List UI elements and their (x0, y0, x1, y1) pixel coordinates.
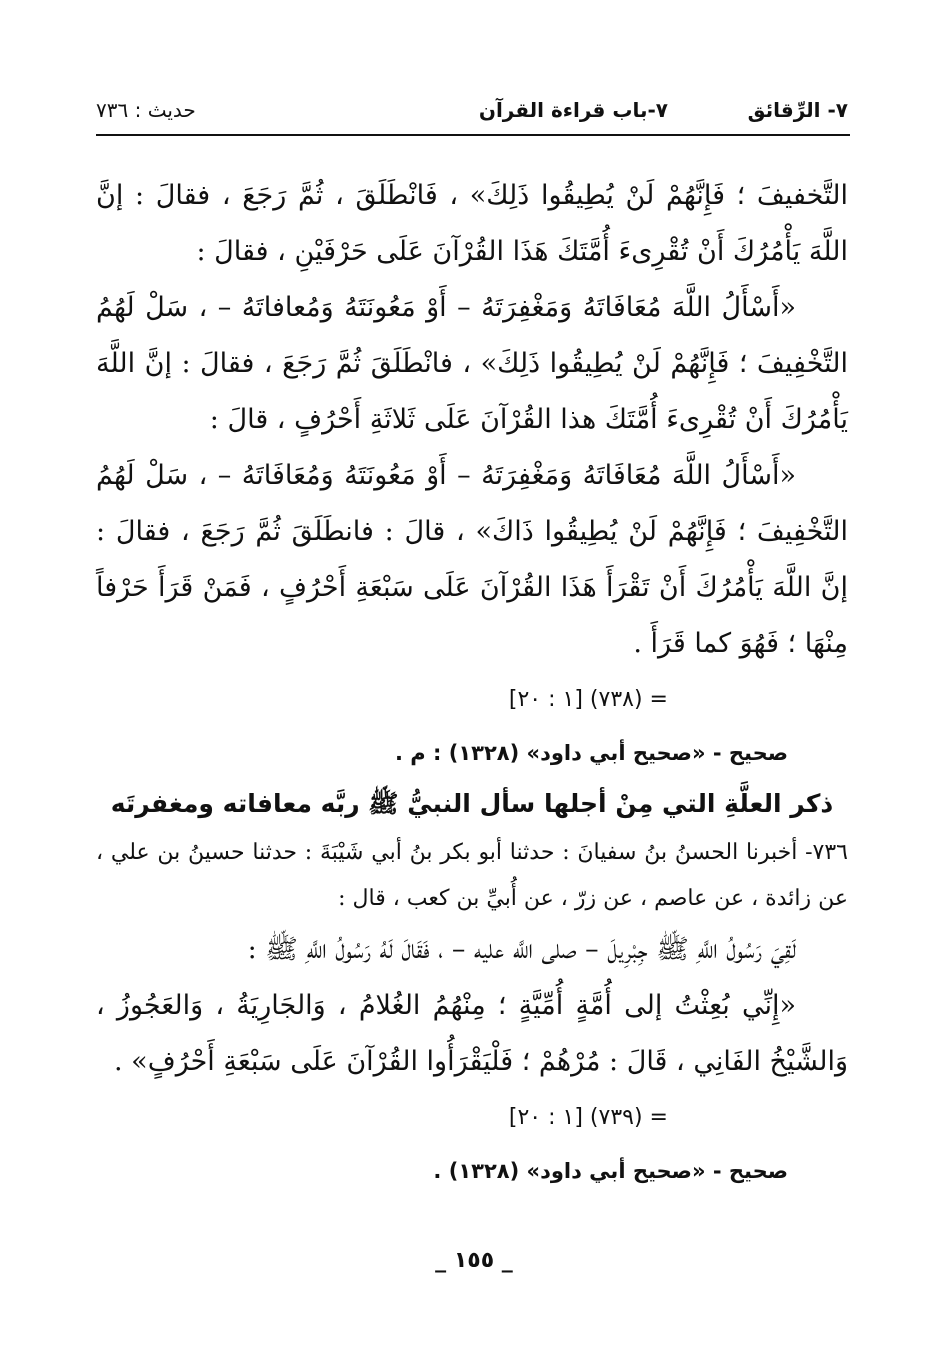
page-number: _ ١٥٥ _ (435, 1248, 513, 1273)
cross-reference-739: = (٧٣٩) [١ : ٢٠] (508, 1105, 668, 1130)
paragraph-quote-2: «أَسْأَلُ اللَّهَ مُعَافَاتَهُ وَمَغْفِرَتَهُ – أَوْ مَعُونَتَهُ وَمُعَافَاتَهُ – ، سَلْ لَهُمُ التَّخْفِيفَ ؛ فَإِنَّهُمْ لَنْ يُطِيقُوا ذَاكَ» ، قالَ : فانطَلَقَ ثُمَّ رَجَعَ ، فقالَ : إنَّ اللَّهَ يَأْمُرُكَ أَنْ تَقْرَأَ هَذَا القُرْآنَ عَلَى سَبْعَةِ أَحْرُفٍ ، فَمَنْ قَرَأَ حَرْفاً مِنْهَا ؛ فَهُوَ كما قَرَأَ . (96, 460, 848, 659)
isnad-736: ٧٣٦- أخبرنا الحسنُ بنُ سفيانَ : حدثنا أبو بكر بنُ أبي شَيْبَةَ : حدثنا حسينُ بن علي ، عن زائدة ، عن عاصم ، عن زرّ ، عن أُبيِّ بن كعب ، قال : (96, 840, 848, 911)
paragraph-quote-1: «أَسْأَلُ اللَّهَ مُعَافَاتَهُ وَمَغْفِرَتَهُ – أَوْ مَعُونَتَهُ وَمُعافاتَهُ – ، سَلْ لَهُمُ التَّخْفِيفَ ؛ فَإِنَّهُمْ لَنْ يُطِيقُوا ذَلِكَ» ، فانْطَلَقَ ثُمَّ رَجَعَ ، فقالَ : إنَّ اللَّهَ يَأْمُرُكَ أَنْ تُقْرِىءَ أُمَّتَكَ هذا القُرْآنَ عَلَى ثَلاثَةِ أَحْرُفٍ ، قالَ : (96, 292, 848, 435)
header-hadith-number: حديث : ٧٣٦ (96, 98, 196, 122)
paragraph-continued: التَّخفيفَ ؛ فَإِنَّهُمْ لَنْ يُطِيقُوا ذَلِكَ» ، فَانْطَلَقَ ، ثُمَّ رَجَعَ ، فقالَ : إنَّ اللَّهَ يَأْمُرُكَ أَنْ تُقْرِىءَ أُمَّتَكَ هَذَا القُرْآنَ عَلَى حَرْفَيْنِ ، فقالَ : (96, 180, 848, 267)
paragraph-matn: لَقِيَ رَسُولُ اللَّهِ ﷺ جِبْرِيلَ – صلى اللَّه عليه – ، فَقَالَ لَهُ رَسُولُ اللَّهِ ﷺ : (247, 934, 796, 965)
grading-739: صحيح - «صحيح أبي داود» (١٣٢٨) . (433, 1159, 788, 1183)
section-title: ذكر العلَّةِ التي مِنْ أجلها سأل النبيُّ ﷺ ربَّه معافاته ومغفرتَه (110, 789, 834, 818)
page-body (96, 168, 848, 1196)
header-chapter: ٧- الرِّقائق (747, 98, 848, 122)
paragraph-quote-3: «إِنِّي بُعِثْتُ إلى أُمَّةٍ أُمِّيَّةٍ ؛ مِنْهُمُ الغُلامُ ، وَالجَارِيَةُ ، وَالعَجُوزُ ، وَالشَّيْخُ الفَانِي ، قَالَ : مُرْهُمْ ؛ فَلْيَقْرَأُوا القُرْآنَ عَلَى سَبْعَةِ أَحْرُفٍ» . (96, 990, 848, 1077)
header-rule (96, 134, 850, 136)
header-bab: ٧-باب قراءة القرآن (478, 98, 668, 122)
grading-738: صحيح - «صحيح أبي داود» (١٣٢٨) : م . (395, 741, 788, 765)
cross-reference-738: = (٧٣٨) [١ : ٢٠] (508, 687, 668, 712)
running-header (96, 92, 848, 132)
